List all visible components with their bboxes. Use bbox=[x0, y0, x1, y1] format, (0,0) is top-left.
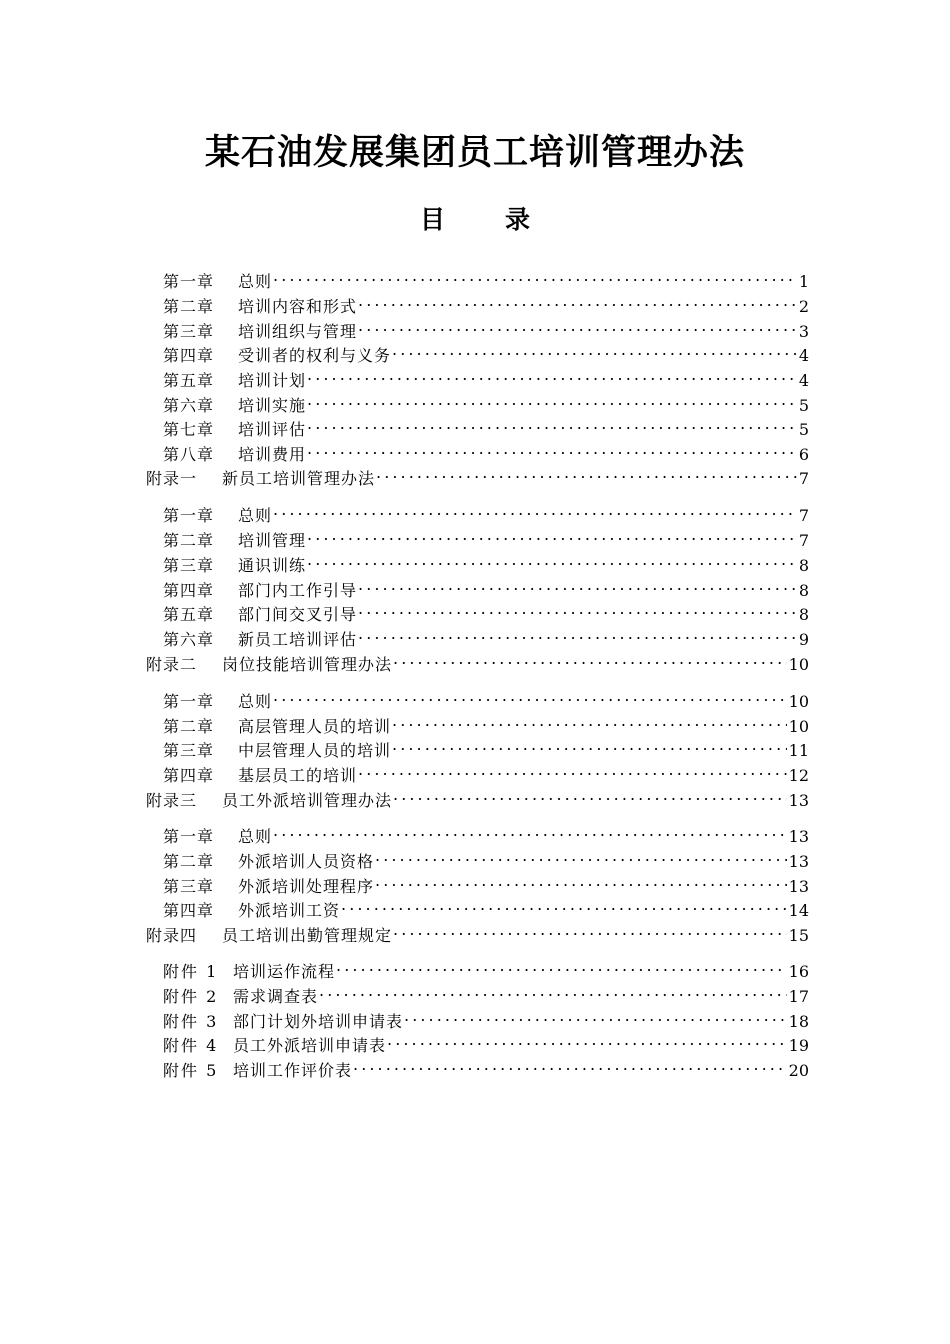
toc-chapter-entry[interactable] bbox=[163, 623, 809, 651]
toc-heading: 目录 bbox=[419, 205, 590, 234]
toc-chapter-entry[interactable] bbox=[163, 364, 809, 392]
toc-dot-leader bbox=[404, 1005, 787, 1027]
toc-entry-title: 部门内工作引导 bbox=[238, 581, 358, 600]
toc-appendix-entry[interactable] bbox=[146, 648, 809, 676]
toc-page-number: 16 bbox=[788, 962, 809, 981]
toc-page-number: 15 bbox=[788, 926, 809, 945]
toc-entry-number: 附件 3 bbox=[163, 1012, 219, 1031]
toc-entry-title: 部门间交叉引导 bbox=[238, 605, 358, 624]
toc-entry-number: 第七章 bbox=[163, 420, 215, 439]
toc-page-number: 14 bbox=[788, 901, 809, 920]
toc-dot-leader bbox=[392, 339, 797, 361]
toc-page-number: 5 bbox=[798, 420, 809, 439]
toc-page-number: 6 bbox=[798, 445, 809, 464]
toc-entry-title: 培训内容和形式 bbox=[238, 297, 358, 316]
toc-dot-leader bbox=[273, 499, 797, 521]
toc-entry-number: 附件 1 bbox=[163, 962, 219, 981]
toc-chapter-entry[interactable] bbox=[163, 339, 809, 367]
toc-dot-leader bbox=[393, 919, 787, 941]
toc-entry-number: 第三章 bbox=[163, 556, 215, 575]
toc-entry-title: 高层管理人员的培训 bbox=[238, 717, 392, 736]
toc-dot-leader bbox=[307, 364, 797, 386]
toc-appendix-entry[interactable] bbox=[146, 784, 809, 812]
toc-dot-leader bbox=[307, 524, 797, 546]
toc-dot-leader bbox=[358, 598, 797, 620]
toc-entry-number: 第五章 bbox=[163, 371, 215, 390]
toc-entry-title: 培训评估 bbox=[238, 420, 307, 439]
toc-page-number: 7 bbox=[798, 531, 809, 550]
toc-entry-number: 附录三 bbox=[146, 791, 198, 810]
toc-entry-title: 培训计划 bbox=[238, 371, 307, 390]
toc-page-number: 10 bbox=[788, 692, 809, 711]
toc-entry-number: 第五章 bbox=[163, 605, 215, 624]
document-title: 某石油发展集团员工培训管理办法 bbox=[204, 132, 745, 173]
toc-entry-title: 培训组织与管理 bbox=[238, 322, 358, 341]
toc-entry-number: 第四章 bbox=[163, 581, 215, 600]
toc-attachment-entry[interactable] bbox=[163, 1054, 809, 1082]
toc-entry-number: 第二章 bbox=[163, 852, 215, 871]
toc-dot-leader bbox=[336, 955, 787, 977]
toc-page-number: 8 bbox=[798, 556, 809, 575]
toc-entry-title: 员工培训出勤管理规定 bbox=[222, 926, 393, 945]
toc-page-number: 13 bbox=[788, 852, 809, 871]
toc-chapter-entry[interactable] bbox=[163, 598, 809, 626]
toc-chapter-entry[interactable] bbox=[163, 290, 809, 318]
toc-dot-leader bbox=[376, 462, 797, 484]
toc-entry-title: 员工外派培训申请表 bbox=[233, 1036, 387, 1055]
toc-dot-leader bbox=[307, 389, 797, 411]
toc-entry-title: 新员工培训管理办法 bbox=[222, 469, 376, 488]
toc-dot-leader bbox=[273, 820, 787, 842]
toc-entry-title: 外派培训工资 bbox=[238, 901, 341, 920]
toc-page-number: 7 bbox=[798, 469, 809, 488]
toc-dot-leader bbox=[393, 784, 787, 806]
toc-entry-title: 培训实施 bbox=[238, 396, 307, 415]
toc-dot-leader bbox=[393, 648, 787, 670]
toc-entry-number: 第八章 bbox=[163, 445, 215, 464]
toc-chapter-entry[interactable] bbox=[163, 499, 809, 527]
toc-page-number: 12 bbox=[788, 766, 809, 785]
toc-page-number: 13 bbox=[788, 791, 809, 810]
toc-page-number: 13 bbox=[788, 877, 809, 896]
toc-entry-number: 第三章 bbox=[163, 322, 215, 341]
toc-entry-number: 附录四 bbox=[146, 926, 198, 945]
toc-chapter-entry[interactable] bbox=[163, 524, 809, 552]
toc-dot-leader bbox=[358, 574, 797, 596]
toc-entry-title: 总则 bbox=[238, 272, 273, 291]
toc-dot-leader bbox=[392, 734, 787, 756]
toc-chapter-entry[interactable] bbox=[163, 265, 809, 293]
toc-entry-number: 第三章 bbox=[163, 741, 215, 760]
toc-entry-number: 第二章 bbox=[163, 297, 215, 316]
toc-page-number: 5 bbox=[798, 396, 809, 415]
toc-attachment-entry[interactable] bbox=[163, 1029, 809, 1057]
toc-dot-leader bbox=[358, 290, 797, 312]
toc-attachment-entry[interactable] bbox=[163, 980, 809, 1008]
toc-page-number: 10 bbox=[788, 717, 809, 736]
toc-dot-leader bbox=[273, 265, 797, 287]
toc-entry-title: 外派培训处理程序 bbox=[238, 877, 375, 896]
toc-entry-title: 总则 bbox=[238, 827, 273, 846]
toc-dot-leader bbox=[341, 894, 787, 916]
toc-dot-leader bbox=[375, 845, 787, 867]
toc-chapter-entry[interactable] bbox=[163, 759, 809, 787]
toc-entry-number: 第四章 bbox=[163, 901, 215, 920]
toc-dot-leader bbox=[358, 315, 797, 337]
toc-page-number: 3 bbox=[798, 322, 809, 341]
toc-dot-leader bbox=[353, 1054, 787, 1076]
toc-entry-title: 通识训练 bbox=[238, 556, 307, 575]
toc-page-number: 17 bbox=[788, 987, 809, 1006]
toc-entry-title: 培训运作流程 bbox=[233, 962, 336, 981]
toc-entry-title: 中层管理人员的培训 bbox=[238, 741, 392, 760]
toc-appendix-entry[interactable] bbox=[146, 462, 809, 490]
toc-entry-number: 第四章 bbox=[163, 766, 215, 785]
toc-page-number: 9 bbox=[798, 630, 809, 649]
toc-page-number: 13 bbox=[788, 827, 809, 846]
toc-dot-leader bbox=[307, 413, 797, 435]
toc-entry-title: 新员工培训评估 bbox=[238, 630, 358, 649]
toc-dot-leader bbox=[319, 980, 787, 1002]
toc-appendix-entry[interactable] bbox=[146, 919, 809, 947]
toc-attachment-entry[interactable] bbox=[163, 955, 809, 983]
toc-page-number: 20 bbox=[788, 1061, 809, 1080]
toc-page-number: 11 bbox=[788, 741, 809, 760]
toc-entry-number: 第一章 bbox=[163, 827, 215, 846]
toc-entry-title: 受训者的权利与义务 bbox=[238, 346, 392, 365]
toc-entry-number: 第一章 bbox=[163, 506, 215, 525]
toc-page-number: 4 bbox=[798, 371, 809, 390]
toc-dot-leader bbox=[358, 759, 787, 781]
toc-chapter-entry[interactable] bbox=[163, 845, 809, 873]
toc-entry-number: 附件 4 bbox=[163, 1036, 219, 1055]
toc-entry-number: 第二章 bbox=[163, 531, 215, 550]
toc-dot-leader bbox=[358, 623, 797, 645]
toc-entry-number: 第六章 bbox=[163, 396, 215, 415]
toc-entry-title: 培训费用 bbox=[238, 445, 307, 464]
toc-dot-leader bbox=[307, 438, 797, 460]
toc-entry-number: 附件 2 bbox=[163, 987, 219, 1006]
toc-dot-leader bbox=[375, 870, 787, 892]
toc-entry-title: 总则 bbox=[238, 506, 273, 525]
toc-chapter-entry[interactable] bbox=[163, 685, 809, 713]
toc-entry-title: 外派培训人员资格 bbox=[238, 852, 375, 871]
toc-entry-number: 附录二 bbox=[146, 655, 198, 674]
toc-entry-title: 总则 bbox=[238, 692, 273, 711]
toc-page-number: 8 bbox=[798, 581, 809, 600]
toc-page-number: 19 bbox=[788, 1036, 809, 1055]
toc-page-number: 4 bbox=[798, 346, 809, 365]
toc-entry-number: 第三章 bbox=[163, 877, 215, 896]
toc-entry-title: 岗位技能培训管理办法 bbox=[222, 655, 393, 674]
toc-chapter-entry[interactable] bbox=[163, 734, 809, 762]
toc-entry-title: 培训工作评价表 bbox=[233, 1061, 353, 1080]
toc-chapter-entry[interactable] bbox=[163, 549, 809, 577]
toc-page-number: 2 bbox=[798, 297, 809, 316]
toc-entry-title: 需求调查表 bbox=[233, 987, 319, 1006]
toc-dot-leader bbox=[392, 710, 787, 732]
toc-chapter-entry[interactable] bbox=[163, 894, 809, 922]
toc-entry-title: 员工外派培训管理办法 bbox=[222, 791, 393, 810]
toc-chapter-entry[interactable] bbox=[163, 413, 809, 441]
toc-dot-leader bbox=[387, 1029, 787, 1051]
toc-chapter-entry[interactable] bbox=[163, 820, 809, 848]
toc-entry-number: 第一章 bbox=[163, 272, 215, 291]
toc-page-number: 7 bbox=[798, 506, 809, 525]
toc-dot-leader bbox=[307, 549, 797, 571]
toc-entry-number: 附件 5 bbox=[163, 1061, 219, 1080]
toc-entry-number: 第一章 bbox=[163, 692, 215, 711]
toc-entry-title: 部门计划外培训申请表 bbox=[233, 1012, 404, 1031]
toc-entry-title: 基层员工的培训 bbox=[238, 766, 358, 785]
toc-page-number: 8 bbox=[798, 605, 809, 624]
toc-entry-number: 第二章 bbox=[163, 717, 215, 736]
toc-page-number: 18 bbox=[788, 1012, 809, 1031]
toc-entry-number: 第四章 bbox=[163, 346, 215, 365]
toc-entry-title: 培训管理 bbox=[238, 531, 307, 550]
toc-page-number: 10 bbox=[788, 655, 809, 674]
toc-entry-number: 第六章 bbox=[163, 630, 215, 649]
toc-dot-leader bbox=[273, 685, 787, 707]
toc-page-number: 1 bbox=[798, 272, 809, 291]
toc-entry-number: 附录一 bbox=[146, 469, 198, 488]
